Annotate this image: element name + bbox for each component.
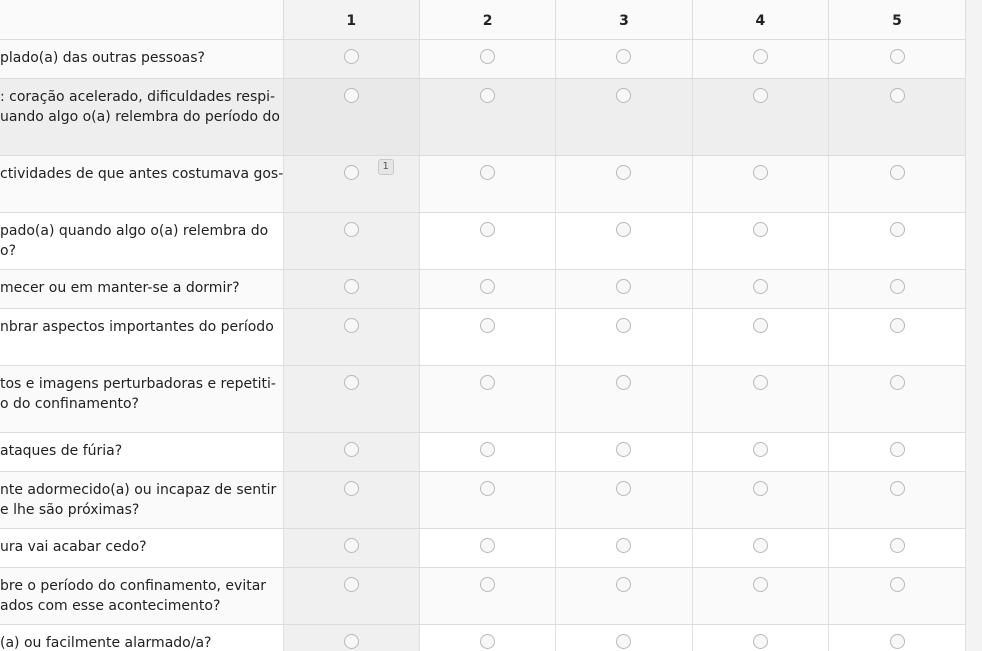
question-line: ados com esse acontecimento? bbox=[0, 598, 221, 614]
answer-cell-inner bbox=[829, 568, 965, 596]
table-row bbox=[0, 366, 965, 433]
radio-option-2[interactable] bbox=[480, 577, 495, 592]
answer-cell-inner bbox=[284, 40, 419, 68]
question-line: e lhe são próximas? bbox=[0, 502, 140, 518]
radio-option-2[interactable] bbox=[480, 49, 495, 64]
table-row bbox=[0, 40, 965, 79]
answer-cell-inner bbox=[693, 568, 828, 596]
radio-option-2[interactable] bbox=[480, 538, 495, 553]
radio-option-3[interactable] bbox=[616, 538, 631, 553]
radio-option-5[interactable] bbox=[890, 634, 905, 649]
question-line: (a) ou facilmente alarmado/a? bbox=[0, 635, 212, 651]
answer-cell-inner bbox=[284, 568, 419, 596]
radio-option-1[interactable] bbox=[344, 577, 359, 592]
answer-cell bbox=[829, 472, 965, 529]
column-header-1: 1 bbox=[283, 0, 419, 40]
answer-cell bbox=[556, 625, 692, 651]
answer-cell bbox=[829, 213, 965, 270]
answer-cell bbox=[692, 40, 828, 79]
answer-cell-inner bbox=[420, 529, 555, 557]
answer-cell-inner bbox=[420, 568, 555, 596]
answer-cell bbox=[556, 568, 692, 625]
answer-cell bbox=[283, 213, 419, 270]
answer-cell-inner bbox=[829, 270, 965, 298]
answer-cell bbox=[556, 529, 692, 568]
answer-cell bbox=[556, 366, 692, 433]
answer-cell-inner bbox=[284, 213, 419, 241]
question-text bbox=[0, 568, 283, 625]
answer-cell bbox=[283, 156, 419, 213]
radio-option-5[interactable] bbox=[890, 375, 905, 390]
radio-option-2[interactable] bbox=[480, 222, 495, 237]
radio-option-5[interactable] bbox=[890, 279, 905, 294]
radio-option-2[interactable] bbox=[480, 165, 495, 180]
answer-cell bbox=[419, 529, 555, 568]
radio-option-4[interactable] bbox=[753, 279, 768, 294]
radio-option-4[interactable] bbox=[753, 538, 768, 553]
radio-option-4[interactable] bbox=[753, 634, 768, 649]
keyboard-hint-badge: 1 bbox=[378, 159, 394, 175]
table-row bbox=[0, 213, 965, 270]
answer-cell bbox=[419, 366, 555, 433]
question-line: o do confinamento? bbox=[0, 396, 139, 412]
question-line: ctividades de que antes costumava gos- bbox=[0, 166, 283, 182]
answer-cell bbox=[419, 156, 555, 213]
table-row bbox=[0, 79, 965, 156]
radio-option-3[interactable] bbox=[616, 49, 631, 64]
answer-cell bbox=[283, 472, 419, 529]
answer-cell-inner bbox=[284, 529, 419, 557]
answer-cell-inner bbox=[693, 79, 828, 107]
radio-option-3[interactable] bbox=[616, 222, 631, 237]
answer-cell bbox=[283, 309, 419, 366]
header-row bbox=[0, 0, 965, 40]
answer-cell bbox=[419, 79, 555, 156]
radio-option-3[interactable] bbox=[616, 279, 631, 294]
answer-cell bbox=[556, 40, 692, 79]
radio-option-1[interactable] bbox=[344, 375, 359, 390]
answer-cell-inner bbox=[693, 40, 828, 68]
table-row bbox=[0, 433, 965, 472]
question-text bbox=[0, 79, 283, 156]
answer-cell bbox=[829, 79, 965, 156]
answer-cell-inner bbox=[556, 433, 691, 461]
radio-option-2[interactable] bbox=[480, 318, 495, 333]
answer-cell bbox=[283, 366, 419, 433]
answer-cell-inner bbox=[829, 156, 965, 184]
answer-cell bbox=[692, 79, 828, 156]
radio-option-4[interactable] bbox=[753, 375, 768, 390]
radio-option-5[interactable] bbox=[890, 538, 905, 553]
answer-cell-inner bbox=[284, 433, 419, 461]
question-header bbox=[0, 0, 283, 40]
answer-cell-inner bbox=[693, 270, 828, 298]
question-line: nte adormecido(a) ou incapaz de sentir bbox=[0, 482, 277, 498]
answer-cell-inner bbox=[829, 472, 965, 500]
radio-option-4[interactable] bbox=[753, 577, 768, 592]
radio-option-1[interactable] bbox=[344, 222, 359, 237]
question-line: ataques de fúria? bbox=[0, 443, 123, 459]
question-line: o? bbox=[0, 243, 16, 259]
table-row bbox=[0, 270, 965, 309]
answer-cell-inner bbox=[420, 79, 555, 107]
table-row bbox=[0, 309, 965, 366]
radio-option-5[interactable] bbox=[890, 577, 905, 592]
table-row bbox=[0, 625, 965, 651]
answer-cell-inner bbox=[556, 568, 691, 596]
answer-cell-inner bbox=[284, 366, 419, 394]
question-text bbox=[0, 213, 283, 270]
answer-cell bbox=[692, 156, 828, 213]
answer-cell-inner bbox=[829, 433, 965, 461]
radio-option-5[interactable] bbox=[890, 442, 905, 457]
question-line: nbrar aspectos importantes do período bbox=[0, 319, 274, 335]
column-header-3: 3 bbox=[556, 0, 692, 40]
question-text bbox=[0, 529, 283, 568]
question-text bbox=[0, 270, 283, 309]
radio-option-5[interactable] bbox=[890, 481, 905, 496]
answer-cell-inner bbox=[829, 79, 965, 107]
radio-option-1[interactable] bbox=[344, 49, 359, 64]
column-header-4: 4 bbox=[692, 0, 828, 40]
radio-option-4[interactable] bbox=[753, 481, 768, 496]
radio-option-3[interactable] bbox=[616, 481, 631, 496]
radio-option-1[interactable] bbox=[344, 165, 359, 180]
answer-cell bbox=[556, 433, 692, 472]
answer-cell bbox=[283, 433, 419, 472]
radio-option-3[interactable] bbox=[616, 634, 631, 649]
radio-option-5[interactable] bbox=[890, 88, 905, 103]
answer-cell bbox=[829, 40, 965, 79]
answer-cell bbox=[419, 40, 555, 79]
question-line: uando algo o(a) relembra do período do bbox=[0, 109, 280, 125]
answer-cell-inner bbox=[284, 156, 419, 184]
answer-cell bbox=[829, 568, 965, 625]
answer-cell bbox=[283, 529, 419, 568]
answer-cell-inner bbox=[556, 270, 691, 298]
answer-cell bbox=[692, 625, 828, 651]
answer-cell-inner bbox=[420, 270, 555, 298]
answer-cell bbox=[419, 213, 555, 270]
radio-option-2[interactable] bbox=[480, 375, 495, 390]
answer-cell bbox=[556, 79, 692, 156]
table-row bbox=[0, 156, 965, 213]
radio-option-5[interactable] bbox=[890, 318, 905, 333]
answer-cell-inner bbox=[829, 366, 965, 394]
answer-cell-inner bbox=[420, 40, 555, 68]
radio-option-1[interactable] bbox=[344, 481, 359, 496]
question-line: mecer ou em manter-se a dormir? bbox=[0, 280, 240, 296]
question-text bbox=[0, 40, 283, 79]
column-header-5: 5 bbox=[829, 0, 965, 40]
radio-option-4[interactable] bbox=[753, 318, 768, 333]
answer-cell bbox=[419, 270, 555, 309]
radio-option-3[interactable] bbox=[616, 577, 631, 592]
table-row bbox=[0, 529, 965, 568]
answer-cell-inner bbox=[556, 366, 691, 394]
column-header-2: 2 bbox=[419, 0, 555, 40]
answer-cell-inner bbox=[693, 529, 828, 557]
answer-cell bbox=[829, 156, 965, 213]
radio-option-4[interactable] bbox=[753, 49, 768, 64]
radio-option-2[interactable] bbox=[480, 634, 495, 649]
radio-option-2[interactable] bbox=[480, 442, 495, 457]
answer-cell bbox=[283, 270, 419, 309]
radio-option-2[interactable] bbox=[480, 279, 495, 294]
answer-cell-inner bbox=[284, 309, 419, 337]
radio-option-4[interactable] bbox=[753, 88, 768, 103]
answer-cell-inner bbox=[829, 213, 965, 241]
question-line: bre o período do confinamento, evitar bbox=[0, 578, 267, 594]
answer-cell bbox=[283, 40, 419, 79]
answer-cell bbox=[283, 79, 419, 156]
radio-option-4[interactable] bbox=[753, 442, 768, 457]
answer-cell-inner bbox=[829, 625, 965, 651]
answer-cell bbox=[692, 213, 828, 270]
answer-cell-inner bbox=[284, 625, 419, 651]
radio-option-4[interactable] bbox=[753, 165, 768, 180]
answer-cell-inner bbox=[829, 309, 965, 337]
answer-cell bbox=[419, 472, 555, 529]
answer-cell bbox=[829, 529, 965, 568]
radio-option-3[interactable] bbox=[616, 165, 631, 180]
answer-cell bbox=[692, 366, 828, 433]
radio-option-1[interactable] bbox=[344, 88, 359, 103]
answer-cell bbox=[283, 568, 419, 625]
answer-cell-inner bbox=[420, 156, 555, 184]
answer-cell-inner bbox=[420, 309, 555, 337]
answer-cell-inner bbox=[420, 472, 555, 500]
answer-cell bbox=[419, 625, 555, 651]
answer-cell-inner bbox=[284, 472, 419, 500]
answer-cell-inner bbox=[556, 625, 691, 651]
answer-cell-inner bbox=[420, 213, 555, 241]
answer-cell bbox=[556, 156, 692, 213]
question-line: tos e imagens perturbadoras e repetiti- bbox=[0, 376, 276, 392]
question-line: pado(a) quando algo o(a) relembra do bbox=[0, 223, 269, 239]
question-text bbox=[0, 472, 283, 529]
answer-cell-inner bbox=[556, 213, 691, 241]
answer-cell-inner bbox=[693, 213, 828, 241]
table-row bbox=[0, 472, 965, 529]
answer-cell-inner bbox=[556, 472, 691, 500]
radio-option-1[interactable] bbox=[344, 634, 359, 649]
radio-option-1[interactable] bbox=[344, 318, 359, 333]
radio-option-3[interactable] bbox=[616, 375, 631, 390]
answer-cell bbox=[692, 433, 828, 472]
answer-cell bbox=[556, 472, 692, 529]
answer-cell-inner bbox=[829, 529, 965, 557]
answer-cell-inner bbox=[420, 433, 555, 461]
radio-option-1[interactable] bbox=[344, 442, 359, 457]
answer-cell bbox=[692, 568, 828, 625]
question-text bbox=[0, 433, 283, 472]
radio-option-4[interactable] bbox=[753, 222, 768, 237]
answer-cell-inner bbox=[693, 156, 828, 184]
answer-cell-inner bbox=[556, 156, 691, 184]
answer-cell bbox=[829, 270, 965, 309]
answer-cell bbox=[556, 309, 692, 366]
answer-cell-inner bbox=[556, 309, 691, 337]
question-text bbox=[0, 156, 283, 213]
radio-option-2[interactable] bbox=[480, 481, 495, 496]
radio-option-2[interactable] bbox=[480, 88, 495, 103]
question-text bbox=[0, 309, 283, 366]
radio-option-5[interactable] bbox=[890, 165, 905, 180]
answer-cell bbox=[419, 568, 555, 625]
answer-cell bbox=[419, 433, 555, 472]
question-line: plado(a) das outras pessoas? bbox=[0, 50, 205, 66]
answer-cell bbox=[829, 366, 965, 433]
question-text bbox=[0, 366, 283, 433]
question-line: ura vai acabar cedo? bbox=[0, 539, 147, 555]
answer-cell bbox=[829, 625, 965, 651]
question-text bbox=[0, 625, 283, 651]
question-line: : coração acelerado, dificuldades respi- bbox=[0, 89, 276, 105]
answer-cell bbox=[829, 309, 965, 366]
answer-cell-inner bbox=[556, 79, 691, 107]
radio-option-1[interactable] bbox=[344, 279, 359, 294]
radio-option-3[interactable] bbox=[616, 318, 631, 333]
answer-cell-inner bbox=[420, 366, 555, 394]
answer-cell bbox=[692, 270, 828, 309]
answer-cell bbox=[692, 529, 828, 568]
answer-cell bbox=[556, 213, 692, 270]
radio-option-5[interactable] bbox=[890, 49, 905, 64]
answer-cell-inner bbox=[420, 625, 555, 651]
radio-option-5[interactable] bbox=[890, 222, 905, 237]
vertical-scrollbar[interactable] bbox=[965, 0, 982, 651]
radio-option-3[interactable] bbox=[616, 442, 631, 457]
table-row bbox=[0, 568, 965, 625]
answer-cell bbox=[829, 433, 965, 472]
answer-cell-inner bbox=[284, 270, 419, 298]
answer-cell bbox=[283, 625, 419, 651]
answer-cell-inner bbox=[693, 472, 828, 500]
answer-cell-inner bbox=[693, 625, 828, 651]
answer-cell-inner bbox=[693, 309, 828, 337]
answer-cell bbox=[556, 270, 692, 309]
answer-cell bbox=[419, 309, 555, 366]
answer-cell bbox=[692, 472, 828, 529]
answer-cell-inner bbox=[693, 433, 828, 461]
answer-cell bbox=[692, 309, 828, 366]
radio-option-3[interactable] bbox=[616, 88, 631, 103]
answer-cell-inner bbox=[693, 366, 828, 394]
answer-cell-inner bbox=[829, 40, 965, 68]
answer-cell-inner bbox=[556, 40, 691, 68]
answer-cell-inner bbox=[284, 79, 419, 107]
answer-cell-inner bbox=[556, 529, 691, 557]
radio-option-1[interactable] bbox=[344, 538, 359, 553]
